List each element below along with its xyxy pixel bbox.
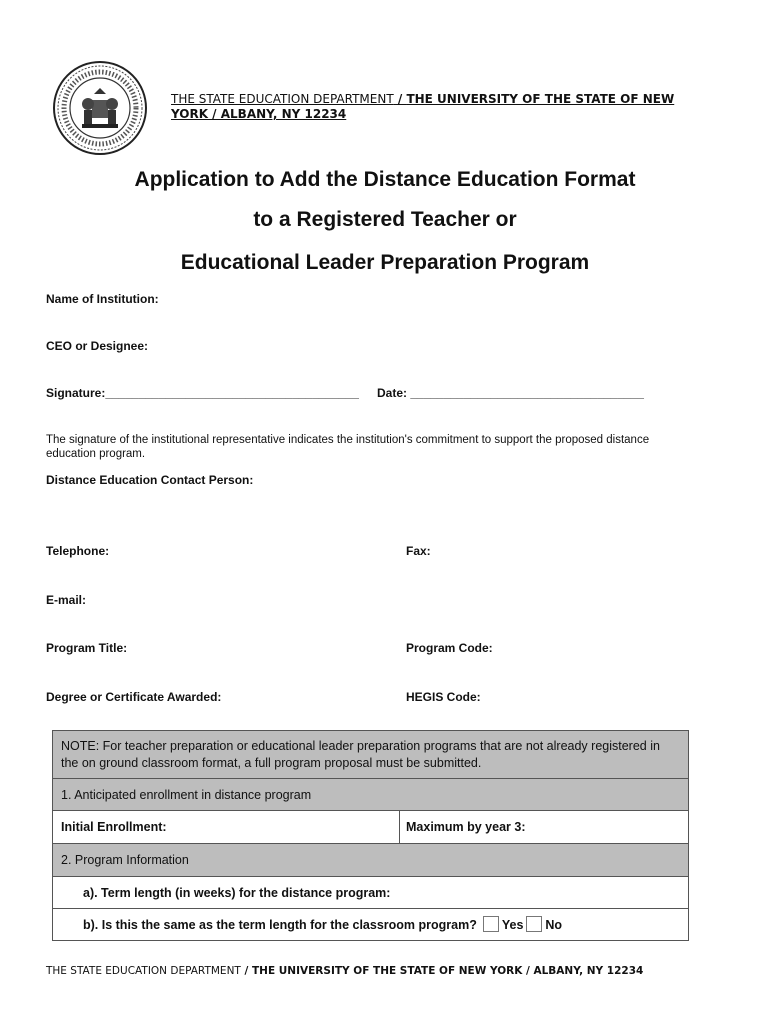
enrollment-row <box>53 811 688 844</box>
header-separator: / <box>393 92 407 106</box>
institution-label: Name of Institution: <box>46 292 159 306</box>
section2-label: 2. Program Information <box>61 853 189 867</box>
footer-university: THE UNIVERSITY OF THE STATE OF NEW YORK / ALBANY, NY 12234 <box>252 965 644 977</box>
initial-enrollment-field[interactable] <box>53 811 400 843</box>
term-b-label: b). Is this the same as the term length for the classroom program? <box>83 917 477 932</box>
program-info-table <box>52 730 689 941</box>
header-dept: THE STATE EDUCATION DEPARTMENT <box>171 92 394 106</box>
hegis-label: HEGIS Code: <box>406 690 481 704</box>
title-line3: Educational Leader Preparation Program <box>180 251 590 274</box>
term-a-label: a). Term length (in weeks) for the distance program: <box>83 885 391 900</box>
no-checkbox[interactable] <box>526 916 542 932</box>
program-title-label: Program Title: <box>46 641 128 655</box>
footer-text <box>46 965 643 977</box>
maximum-enrollment-label: Maximum by year 3: <box>406 820 526 834</box>
footer-dept: THE STATE EDUCATION DEPARTMENT <box>46 965 241 977</box>
yes-checkbox[interactable] <box>483 916 499 932</box>
email-label: E-mail: <box>46 593 87 607</box>
telephone-label: Telephone: <box>46 544 110 558</box>
fax-label: Fax: <box>406 544 431 558</box>
section1-row <box>53 779 688 811</box>
term-a-row <box>53 877 688 909</box>
ceo-label: CEO or Designee: <box>46 339 149 353</box>
degree-label: Degree or Certificate Awarded: <box>46 690 222 704</box>
program-code-label: Program Code: <box>406 641 493 655</box>
note-row <box>53 731 688 779</box>
contact-label: Distance Education Contact Person: <box>46 473 254 487</box>
header-text <box>171 92 731 122</box>
header-university-line1: THE UNIVERSITY OF THE STATE OF NEW <box>406 92 675 106</box>
title-line1: Application to Add the Distance Education Format <box>134 168 636 191</box>
yes-label: Yes <box>501 917 524 932</box>
section1-label: 1. Anticipated enrollment in distance program <box>61 787 312 802</box>
initial-enrollment-label: Initial Enrollment: <box>61 820 167 834</box>
section2-row <box>53 844 688 877</box>
note-text: NOTE: For teacher preparation or educational leader preparation programs that are not already registered in the on ground classroom format, a full program proposal must be submitted. <box>61 738 660 770</box>
footer-separator: / <box>240 965 252 977</box>
maximum-enrollment-field[interactable] <box>400 820 526 834</box>
new-york-state-seal-icon <box>52 60 148 156</box>
term-b-row <box>53 909 688 940</box>
signature-note: The signature of the institutional representative indicates the institution's commitment to support the proposed distance education program. <box>46 434 650 460</box>
title-line2: to a Registered Teacher or <box>253 208 517 231</box>
date-field[interactable]: Date: ___________________________________ <box>377 386 644 400</box>
signature-field[interactable]: Signature:______________________________________ <box>46 386 359 400</box>
no-label: No <box>545 917 563 932</box>
header-university-line2: YORK / ALBANY, NY 12234 <box>171 107 347 121</box>
